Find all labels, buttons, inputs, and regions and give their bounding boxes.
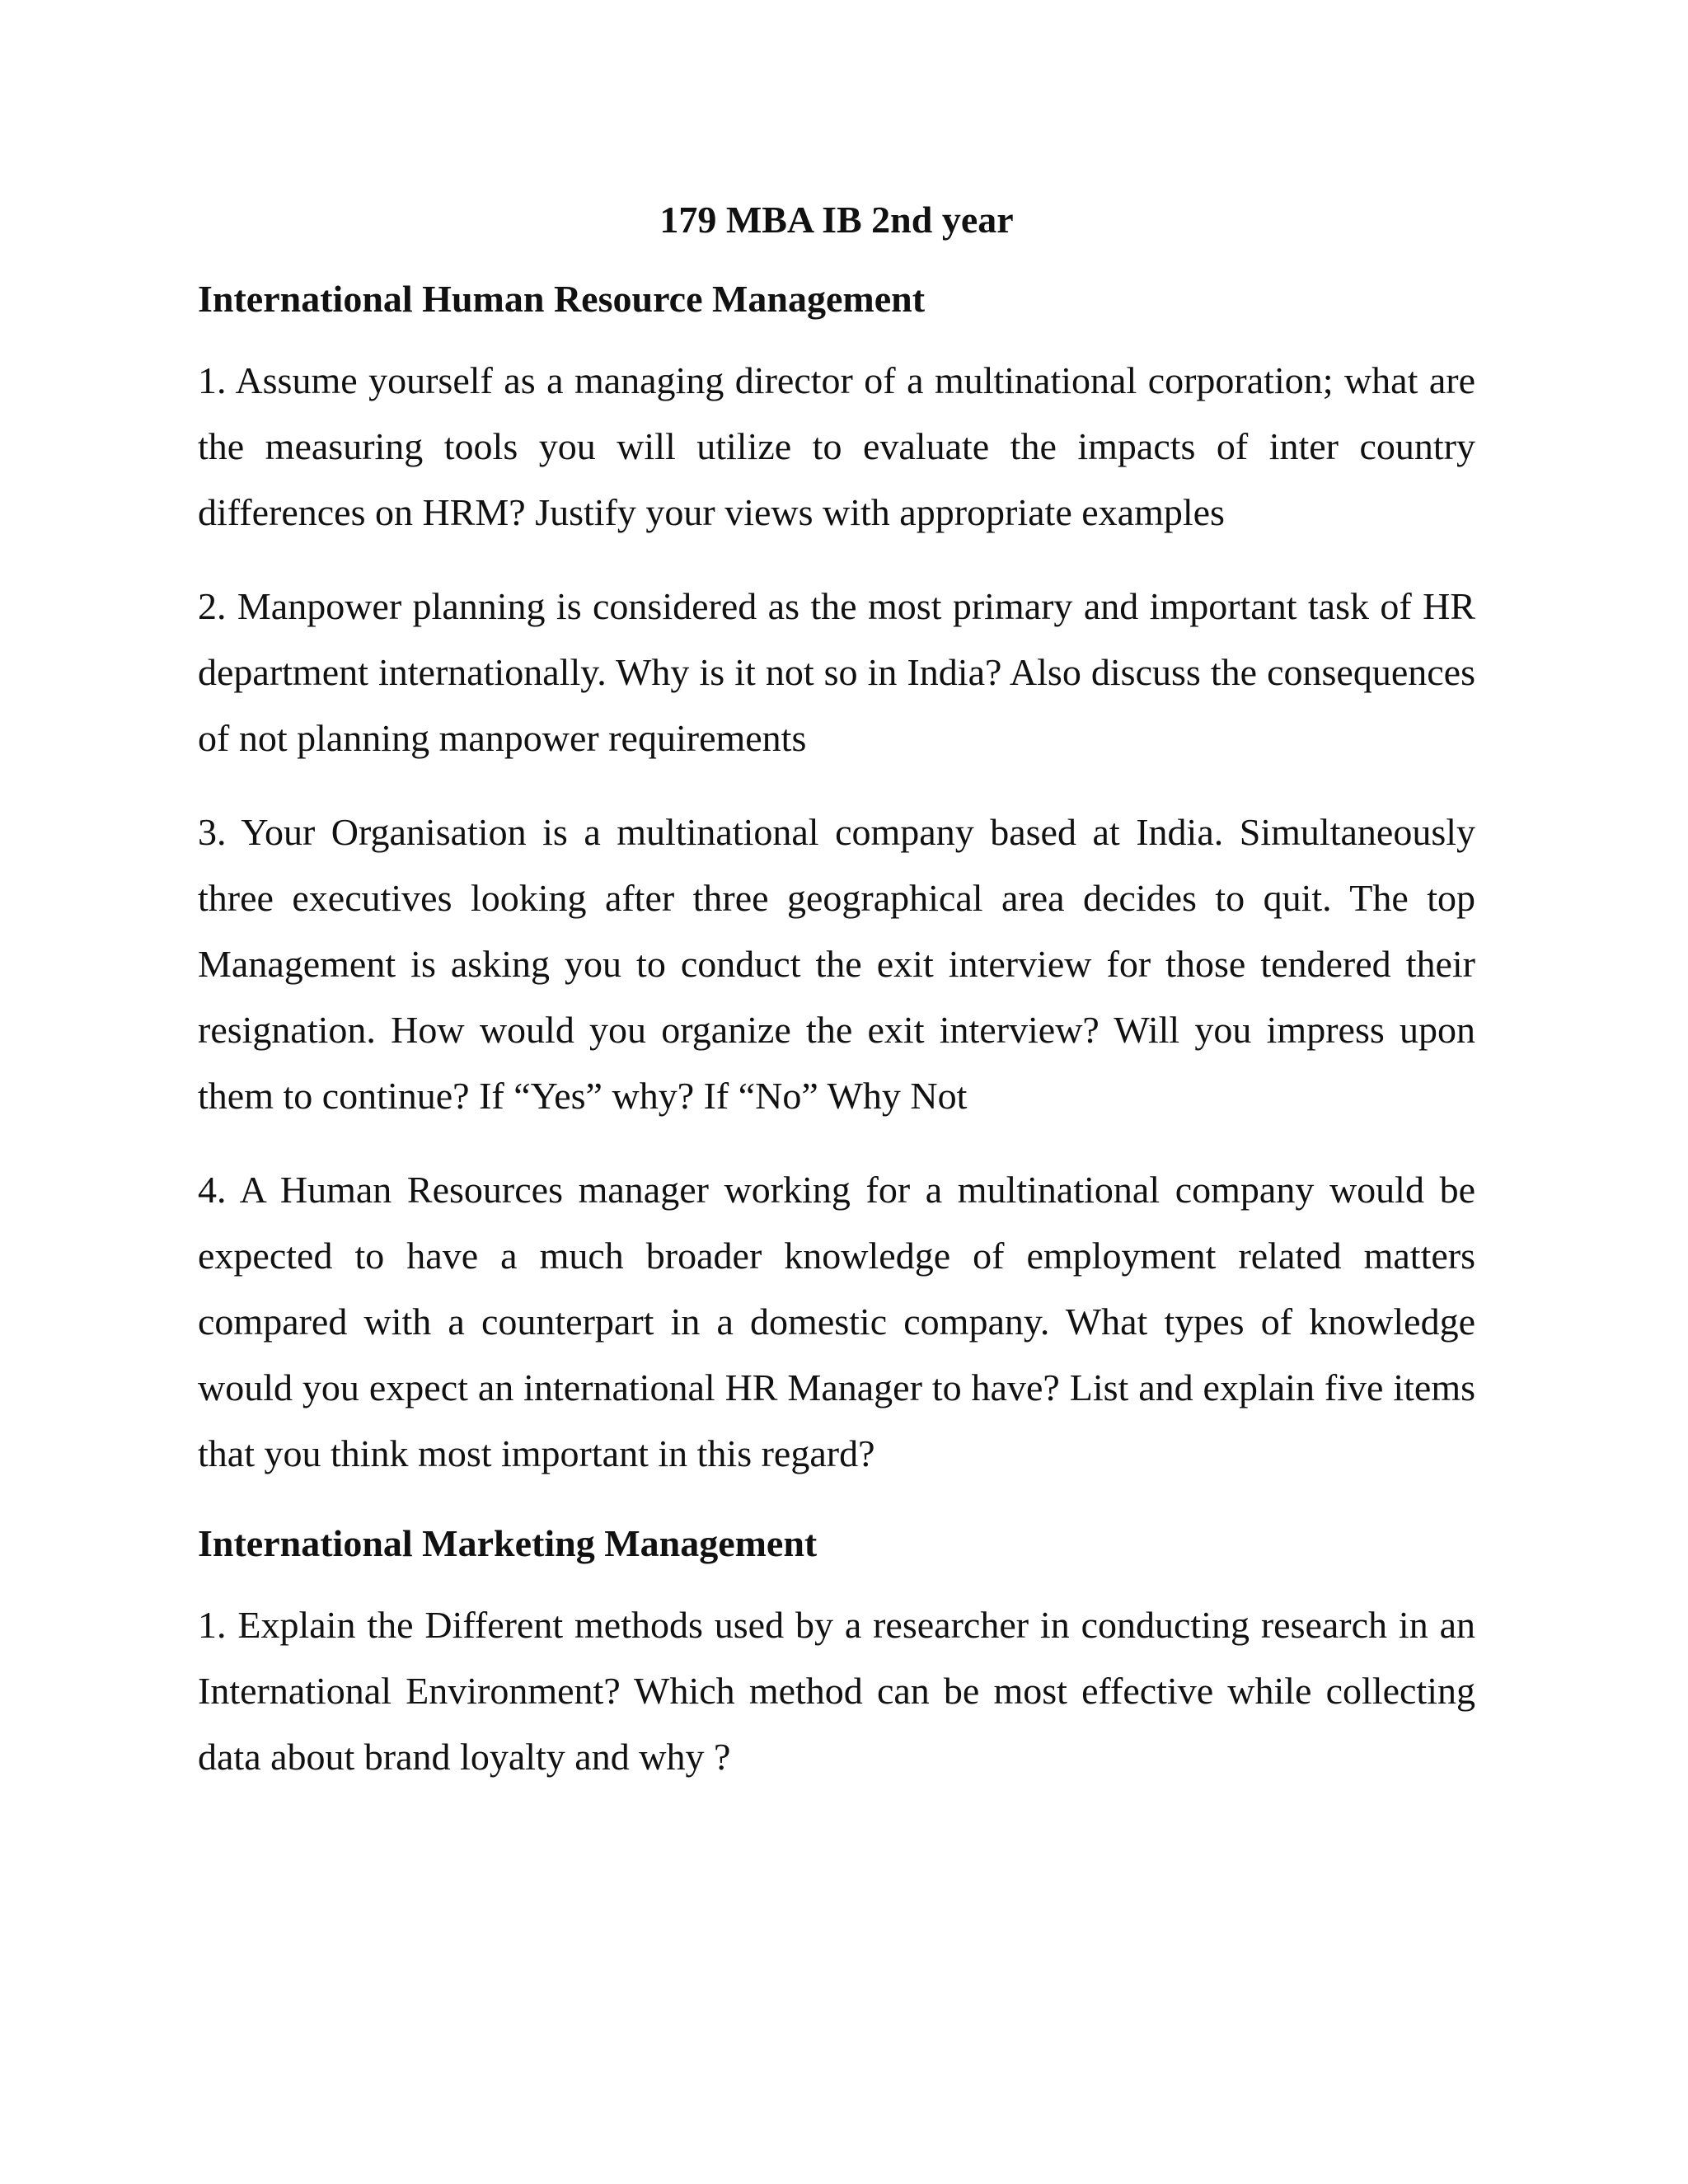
- question-item: 1. Assume yourself as a managing director of a multinational corporation; what are the measuring tools you will utilize to evaluate the impacts of inter country differences on HRM? Justify your views with appropriate examples: [198, 359, 1475, 533]
- question-item: 4. A Human Resources manager working for a multinational company would be expected to have a much broader knowledge of employment related matters compared with a counterpart in a domestic company. What types of knowledge would you expect an international HR Manager to have? List and explain five items that you think most important in this regard?: [198, 1169, 1475, 1474]
- document-title: 179 MBA IB 2nd year: [659, 199, 1014, 241]
- question-item: 2. Manpower planning is considered as the most primary and important task of HR department internationally. Why is it not so in India? Also discuss the consequences of not planning manpower requirements: [198, 585, 1475, 759]
- document-content: [198, 191, 1475, 1818]
- question-item: 3. Your Organisation is a multinational company based at India. Simultaneously three executives looking after three geographical area decides to quit. The top Management is asking you to conduct the exit interview for those tendered their resignation. How would you organize the exit interview? Will you impress upon them to continue? If “Yes” why? If “No” Why Not: [198, 811, 1475, 1117]
- section-heading: International Human Resource Management: [198, 278, 926, 320]
- question-item: 1. Explain the Different methods used by a researcher in conducting research in an International Environment? Which method can be most effective while collecting data about brand loyalty and why ?: [198, 1604, 1475, 1778]
- section-imm: [198, 1515, 1475, 1790]
- section-heading: International Marketing Management: [198, 1522, 818, 1564]
- section-ihrm: [198, 270, 1475, 1487]
